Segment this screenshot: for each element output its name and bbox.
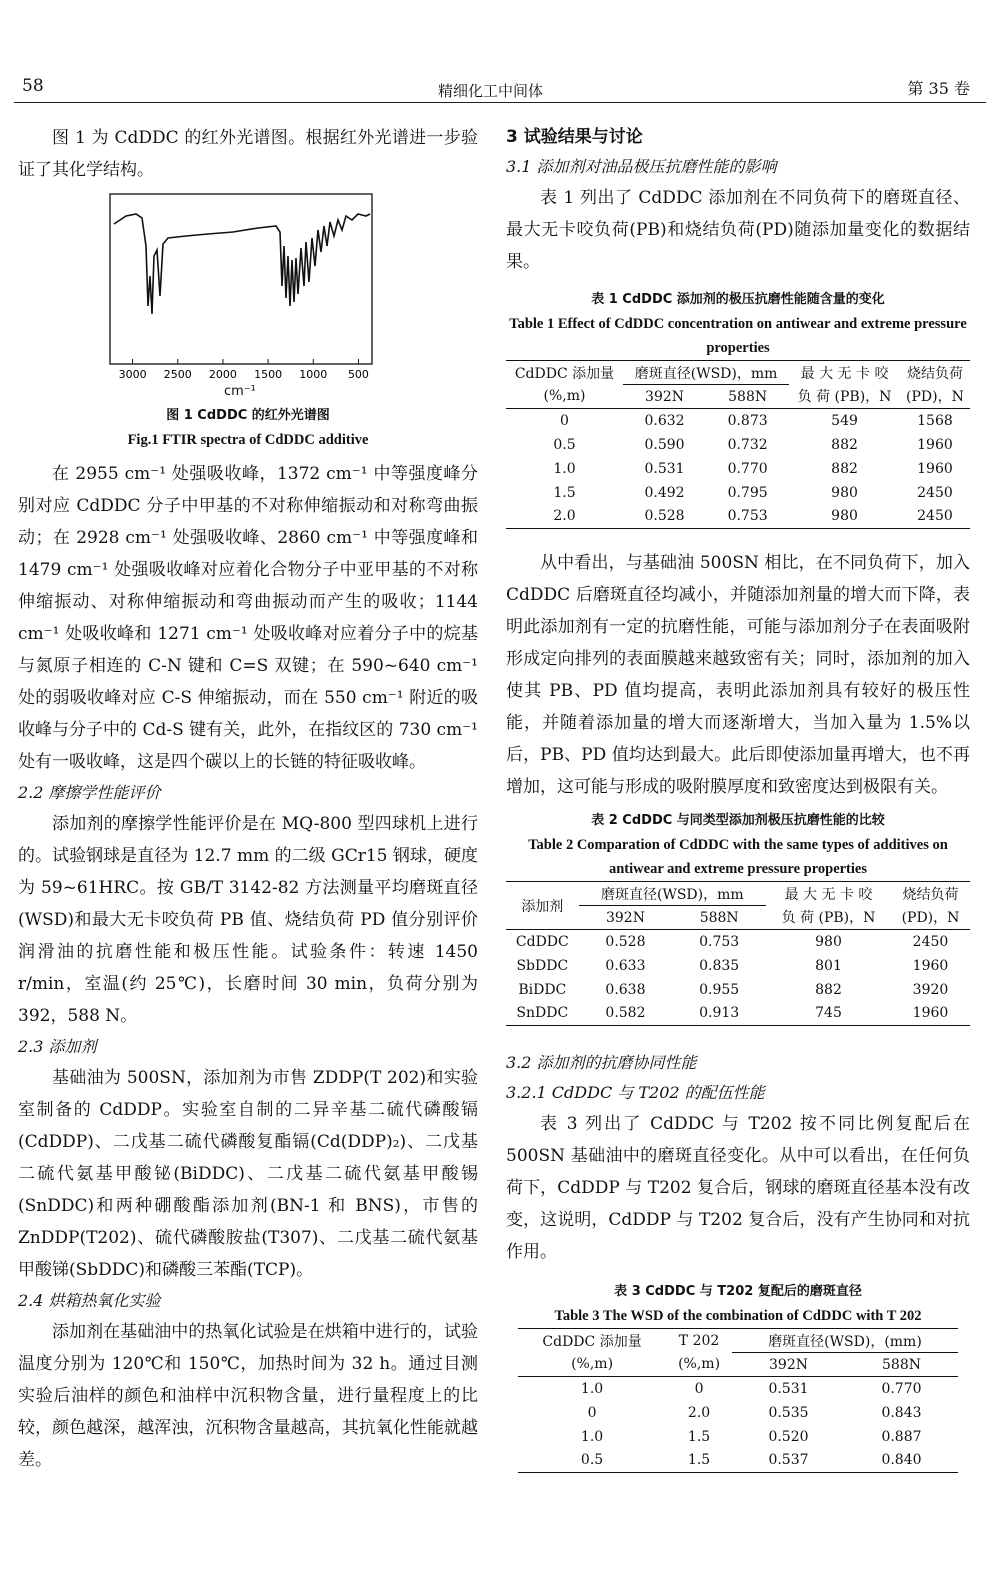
section-3-1-heading: 3.1 添加剂对油品极压抗磨性能的影响	[506, 157, 777, 176]
t2-cell: SbDDC	[516, 957, 569, 974]
t2-cell: 3920	[912, 981, 949, 998]
table-2-caption-en: Table 2 Comparation of CdDDC with the same types of additives on antiwear and extreme pressure properties	[528, 837, 948, 877]
x-axis-unit: cm⁻¹	[224, 384, 256, 399]
t2-head-wsd: 磨斑直径(WSD)，mm	[579, 882, 766, 906]
t2-cell: SnDDC	[506, 1002, 579, 1026]
t3-head-add-unit: (%,m)	[518, 1353, 666, 1377]
table-3-caption-en: Table 3 The WSD of the combination of CdDDC with T 202	[554, 1308, 922, 1324]
t1-cell: 980	[789, 505, 900, 529]
left-column	[18, 122, 478, 1476]
t3-cell: 1.0	[580, 1428, 604, 1445]
t1-cell: 0.590	[644, 436, 685, 453]
section-2-4-paragraph: 添加剂在基础油中的热氧化试验是在烘箱中进行的，试验温度分别为 120℃和 150℃，加热时间为 32 h。通过目测实验后油样的颜色和油样中沉积物含量，进行量程度上的比较，颜色越深，越浑浊，沉积物含量越高，其抗氧化性能就越差。	[18, 1322, 478, 1470]
t3-cell: 0.535	[768, 1404, 809, 1421]
t3-cell: 2.0	[687, 1404, 711, 1421]
t3-cell: 0.887	[881, 1428, 922, 1445]
header-rule	[14, 102, 986, 103]
t3-cell: 0.843	[881, 1404, 922, 1421]
t1-head-add-unit: (%,m)	[506, 385, 623, 409]
t2-cell: CdDDC	[515, 933, 569, 950]
t3-cell: 1.5	[666, 1449, 732, 1473]
t3-head-wsd: 磨斑直径(WSD)，(mm)	[732, 1329, 958, 1353]
t2-head-add: 添加剂	[506, 882, 579, 930]
table-row	[506, 1002, 970, 1026]
table-row	[506, 457, 970, 481]
x-tick-label: 1000	[299, 368, 328, 381]
ir-analysis-paragraph: 在 2955 cm⁻¹ 处强吸收峰，1372 cm⁻¹ 中等强度峰分别对应 CdDDC 分子中甲基的不对称伸缩振动和对称弯曲振动；在 2928 cm⁻¹ 处强吸收峰、2860 cm⁻¹ 中等强度峰和 1479 cm⁻¹ 处强吸收峰对应着化合物分子中亚甲基的不对称伸缩振动、对称伸缩振动和弯曲振动而产生的吸收；1144 cm⁻¹ 处吸收峰和 1271 cm⁻¹ 处吸收峰对应着分子中的烷基与氮原子相连的 C-N 键和 C=S 双键；在 590~640 cm⁻¹ 处的弱吸收峰对应 C-S 伸缩振动，而在 550 cm⁻¹ 附近的吸收峰与分子中的 Cd-S 键有关，此外，在指纹区的 730 cm⁻¹ 处有一吸收峰，这是四个碳以上的长链的特征吸收峰。	[18, 464, 478, 772]
table-row	[506, 433, 970, 457]
t3-cell: 0.840	[845, 1449, 958, 1473]
t2-cell: 0.955	[699, 981, 740, 998]
intro-paragraph: 图 1 为 CdDDC 的红外光谱图。根据红外光谱进一步验证了其化学结构。	[18, 128, 478, 180]
t1-cell: 980	[831, 484, 858, 501]
t2-cell: 2450	[912, 933, 949, 950]
t1-cell: 2450	[900, 505, 970, 529]
t1-cell: 0	[560, 412, 569, 429]
page-header	[0, 0, 1000, 108]
t1-cell: 1960	[917, 436, 953, 453]
t1-cell: 1568	[917, 412, 953, 429]
x-axis-ticks	[119, 359, 369, 381]
t1-cell: 0.770	[727, 460, 768, 477]
section-2-4-heading: 2.4 烘箱热氧化实验	[18, 1291, 161, 1310]
section-2-2-paragraph: 添加剂的摩擦学性能评价是在 MQ-800 型四球机上进行的。试验钢球是直径为 12.7 mm 的二级 GCr15 钢球，硬度为 59~61HRC。按 GB/T 3142-82 方法测量平均磨斑直径(WSD)和最大无卡咬负荷 PB 值、烧结负荷 PD 值分别评价润滑油的抗磨性能和极压性能。试验条件：转速 1450 r/min，室温(约 25℃)，长磨时间 30 min，负荷分别为 392，588 N。	[18, 814, 478, 1026]
t1-cell: 0.632	[644, 412, 685, 429]
t1-cell: 0.873	[727, 412, 768, 429]
table-1-caption-en: Table 1 Effect of CdDDC concentration on antiwear and extreme pressure properties	[509, 316, 967, 356]
t2-head-pd: 烧结负荷	[891, 882, 970, 906]
x-tick-label: 2500	[163, 368, 192, 381]
t2-cell: 980	[815, 933, 842, 950]
t2-cell: 882	[815, 981, 842, 998]
figure-caption-en: Fig.1 FTIR spectra of CdDDC additive	[127, 432, 369, 448]
t1-head-588: 588N	[706, 385, 789, 409]
t1-cell: 2450	[917, 484, 953, 501]
t2-cell: 0.633	[605, 957, 646, 974]
table-row	[506, 930, 970, 954]
t2-cell: 1960	[912, 957, 949, 974]
table-1-caption-cn: 表 1 CdDDC 添加剂的极压抗磨性能随含量的变化	[591, 292, 885, 307]
t1-cell: 0.528	[623, 505, 706, 529]
x-tick-label: 500	[347, 368, 369, 381]
t2-cell: BiDDC	[518, 981, 567, 998]
t1-head-pd-unit: (PD)，N	[900, 385, 970, 409]
t2-cell: 0.528	[605, 933, 646, 950]
t2-cell: 0.638	[605, 981, 646, 998]
t3-cell: 0.531	[768, 1380, 809, 1397]
volume-label: 第 35 卷	[907, 79, 970, 98]
t1-cell: 0.795	[727, 484, 768, 501]
table-2	[506, 881, 970, 1026]
x-tick-label: 3000	[118, 368, 147, 381]
t1-cell: 0.492	[644, 484, 685, 501]
t3-head-t202: T 202	[666, 1329, 732, 1353]
t3-cell: 0.537	[732, 1449, 845, 1473]
section-3-2-1-paragraph: 表 3 列出了 CdDDC 与 T202 按不同比例复配后在 500SN 基础油中的磨斑直径变化。从中可以看出，在任何负荷下，CdDDP 与 T202 复合后，钢球的磨斑直径基本没有改变，这说明，CdDDP 与 T202 复合后，没有产生协同和对抗作用。	[506, 1114, 970, 1262]
table-row	[506, 978, 970, 1002]
section-3-2-heading: 3.2 添加剂的抗磨协同性能	[506, 1053, 697, 1072]
t2-head-pd-unit: (PD)，N	[891, 906, 970, 930]
t1-cell: 0.5	[553, 436, 576, 453]
t2-cell: 0.835	[699, 957, 740, 974]
t3-cell: 0.520	[768, 1428, 809, 1445]
t1-head-pb: 最 大 无 卡 咬	[789, 361, 900, 385]
t1-head-add: CdDDC 添加量	[506, 361, 623, 385]
t1-head-wsd: 磨斑直径(WSD)，mm	[623, 361, 789, 385]
table-2-caption-cn: 表 2 CdDDC 与同类型添加剂极压抗磨性能的比较	[591, 813, 885, 828]
ftir-figure	[18, 186, 478, 399]
t2-head-pb: 最 大 无 卡 咬	[766, 882, 891, 906]
t1-cell: 1.5	[553, 484, 576, 501]
page-number: 58	[22, 76, 44, 96]
table-row	[518, 1425, 958, 1449]
t1-cell: 0.753	[706, 505, 789, 529]
journal-name: 精细化工中间体	[438, 82, 544, 100]
table-row	[506, 505, 970, 529]
table-row	[518, 1401, 958, 1425]
section-3-1-paragraph: 表 1 列出了 CdDDC 添加剂在不同负荷下的磨斑直径、最大无卡咬负荷(PB)和烧结负荷(PD)随添加量变化的数据结果。	[506, 188, 970, 272]
t2-head-588: 588N	[672, 906, 766, 930]
ftir-spectrum-plot	[18, 186, 478, 396]
section-2-3-paragraph: 基础油为 500SN，添加剂为市售 ZDDP(T 202)和实验室制备的 CdDDP。实验室自制的二异辛基二硫代磷酸镉(CdDDP)、二戊基二硫代磷酸复酯镉(Cd(DDP)₂)、二戊基二硫代氨基甲酸铋(BiDDC)、二戊基二硫代氨基甲酸锡(SnDDC)和两种硼酸酯添加剂(BN-1 和 BNS)，市售的 ZnDDP(T202)、硫代磷酸胺盐(T307)、二戊基二硫代氨基甲酸锑(SbDDC)和磷酸三苯酯(TCP)。	[18, 1068, 478, 1280]
t3-cell: 1.0	[580, 1380, 604, 1397]
t2-cell: 801	[815, 957, 842, 974]
t1-cell: 1.0	[553, 460, 576, 477]
section-2-2-heading: 2.2 摩擦学性能评价	[18, 783, 161, 802]
section-2-3-heading: 2.3 添加剂	[18, 1037, 97, 1056]
t3-head-588: 588N	[845, 1353, 958, 1377]
t1-cell: 0.732	[727, 436, 768, 453]
t2-cell: 0.913	[672, 1002, 766, 1026]
table-row	[506, 409, 970, 433]
figure-caption-cn: 图 1 CdDDC 的红外光谱图	[166, 408, 330, 423]
x-tick-label: 2000	[208, 368, 237, 381]
section-3-heading: 3 试验结果与讨论	[506, 127, 643, 147]
x-tick-label: 1500	[254, 368, 283, 381]
t2-cell: 1960	[891, 1002, 970, 1026]
t3-cell: 0	[694, 1380, 704, 1397]
t2-head-392: 392N	[579, 906, 673, 930]
t1-head-pb-unit: 负 荷 (PB)，N	[789, 385, 900, 409]
t1-cell: 549	[831, 412, 858, 429]
t3-cell: 0.5	[518, 1449, 666, 1473]
t3-head-392: 392N	[732, 1353, 845, 1377]
t2-cell: 745	[766, 1002, 891, 1026]
t2-head-pb-unit: 负 荷 (PB)，N	[766, 906, 891, 930]
table-1	[506, 360, 970, 529]
t1-cell: 0.531	[644, 460, 685, 477]
spectrum-line	[114, 214, 370, 314]
table-row	[518, 1449, 958, 1473]
t1-cell: 882	[831, 460, 858, 477]
t1-cell: 1960	[917, 460, 953, 477]
table-row	[518, 1377, 958, 1401]
t1-head-392: 392N	[623, 385, 706, 409]
t3-cell: 0	[587, 1404, 597, 1421]
table-row	[506, 954, 970, 978]
right-column	[506, 122, 970, 1473]
t3-cell: 0.770	[881, 1380, 922, 1397]
t3-head-t202-unit: (%,m)	[666, 1353, 732, 1377]
t3-head-add: CdDDC 添加量	[518, 1329, 666, 1353]
section-3-2-1-heading: 3.2.1 CdDDC 与 T202 的配伍性能	[506, 1083, 765, 1102]
t2-cell: 0.582	[579, 1002, 673, 1026]
t3-cell: 1.5	[687, 1428, 711, 1445]
table-3-caption-cn: 表 3 CdDDC 与 T202 复配后的磨斑直径	[614, 1284, 862, 1299]
table-row	[506, 481, 970, 505]
table-3	[518, 1328, 958, 1473]
t1-cell: 2.0	[506, 505, 623, 529]
t1-cell: 882	[831, 436, 858, 453]
t2-cell: 0.753	[699, 933, 740, 950]
t1-head-pd: 烧结负荷	[900, 361, 970, 385]
table-1-discussion: 从中看出，与基础油 500SN 相比，在不同负荷下，加入 CdDDC 后磨斑直径均减小，并随添加剂量的增大而下降，表明此添加剂有一定的抗磨性能，可能与添加剂分子在表面吸附形成定向排列的表面膜越来越致密有关；同时，添加剂的加入使其 PB、PD 值均提高，表明此添加剂具有较好的极压性能，并随着添加量的增大而逐渐增大，当加入量为 1.5%以后，PB、PD 值均达到最大。此后即使添加量再增大，也不再增加，这可能与形成的吸附膜厚度和致密度达到极限有关。	[506, 553, 970, 797]
